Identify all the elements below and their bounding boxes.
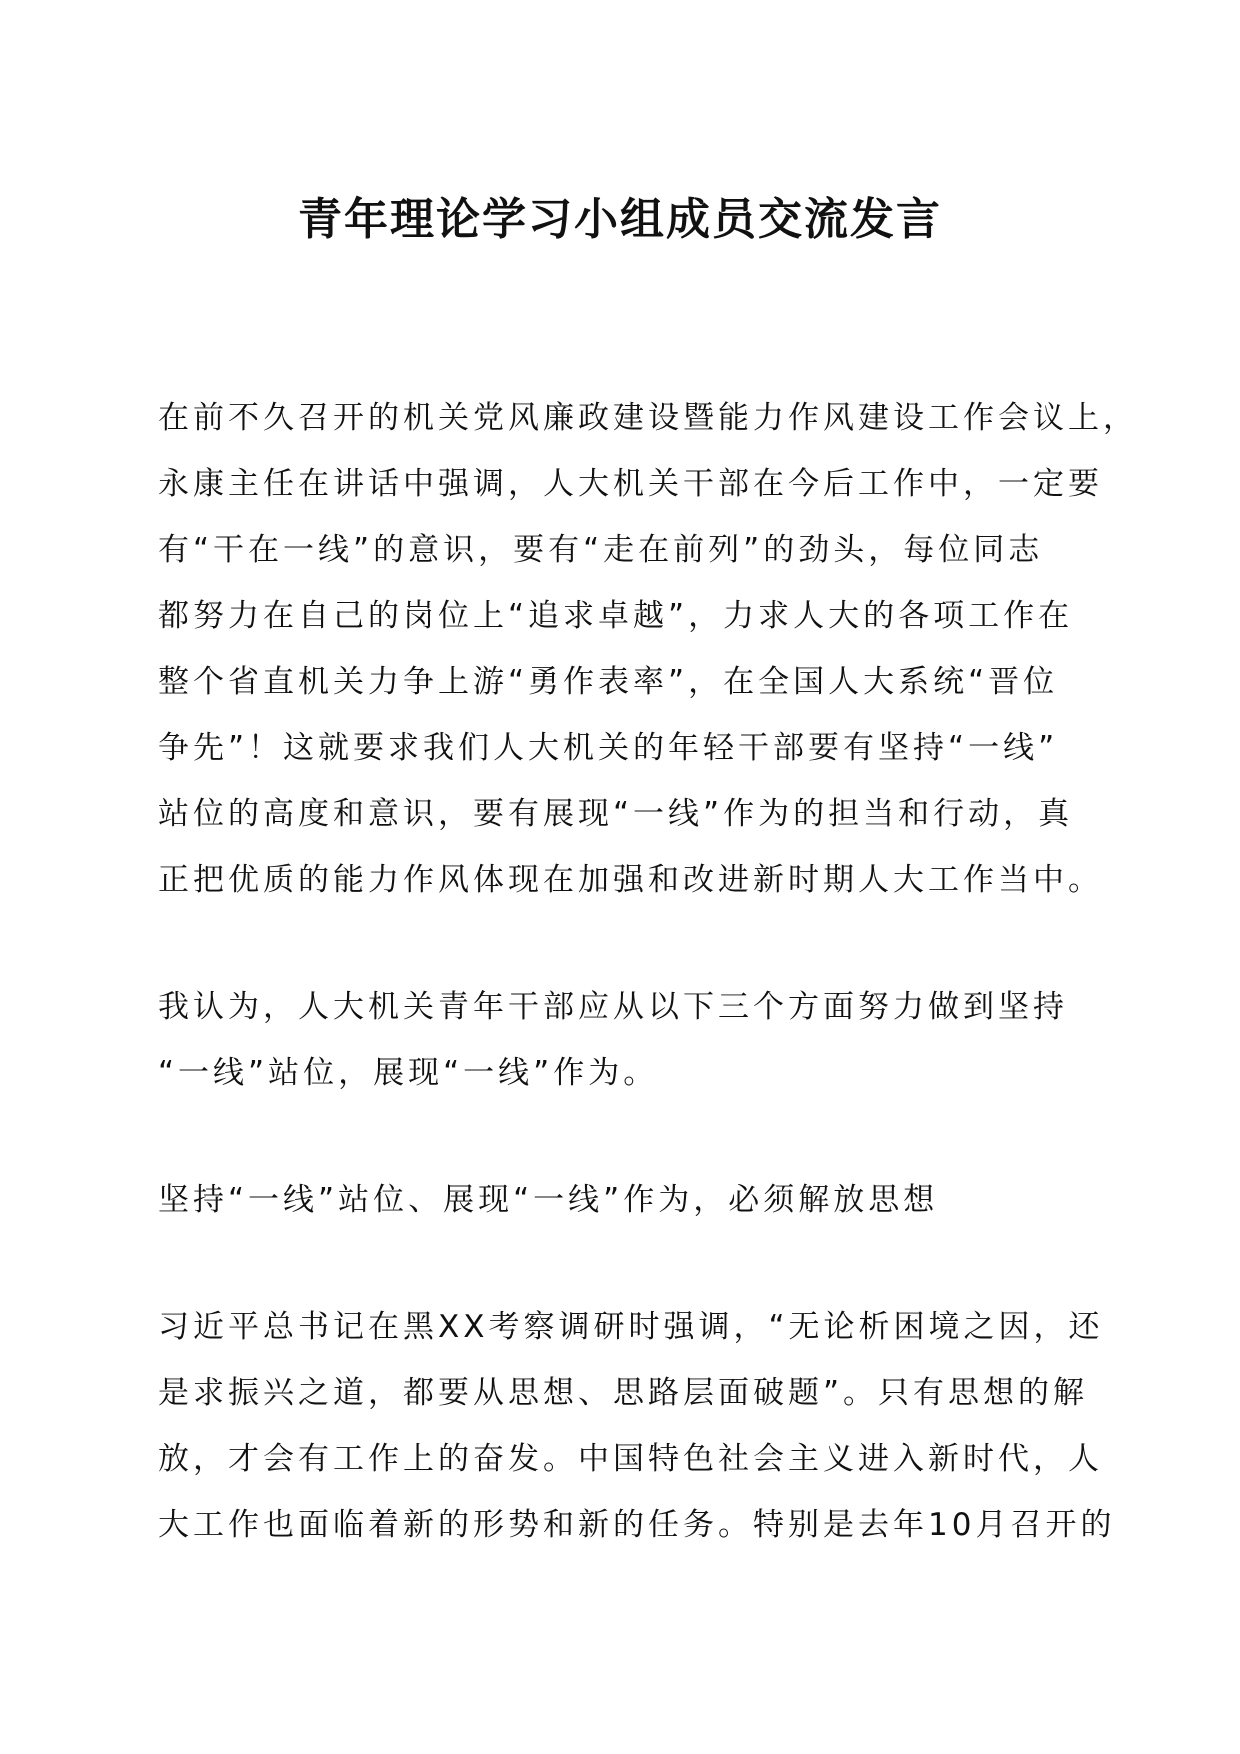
paragraph-section-body: [158, 1294, 1116, 1558]
paragraph-line: 争先”！这就要求我们人大机关的年轻干部要有坚持“一线”: [158, 730, 1059, 766]
paragraph-line: 正把优质的能力作风体现在加强和改进新时期人大工作当中。: [158, 862, 1103, 898]
paragraph-line: 大工作也面临着新的形势和新的任务。特别是去年10月召开的: [158, 1507, 1116, 1543]
paragraph-line: 在前不久召开的机关党风廉政建设暨能力作风建设工作会议上，: [158, 400, 1138, 436]
section-heading: [158, 1167, 1084, 1233]
paragraph-line: 站位的高度和意识，要有展现“一线”作为的担当和行动，真: [158, 796, 1074, 832]
paragraph-line: 习近平总书记在黑XX考察调研时强调，“无论析困境之因，还: [158, 1309, 1104, 1345]
paragraph-line: 放，才会有工作上的奋发。中国特色社会主义进入新时代，人: [158, 1441, 1103, 1477]
paragraph-line: 整个省直机关力争上游“勇作表率”，在全国人大系统“晋位: [158, 664, 1059, 700]
paragraph-opening: [158, 385, 1138, 913]
paragraph-line: 有“干在一线”的意识，要有“走在前列”的劲头，每位同志: [158, 532, 1044, 568]
paragraph-line: 是求振兴之道，都要从思想、思路层面破题”。只有思想的解: [158, 1375, 1089, 1411]
paragraph-viewpoint: [158, 974, 1084, 1106]
section-heading-text: 坚持“一线”站位、展现“一线”作为，必须解放思想: [158, 1182, 939, 1218]
document-title: 青年理论学习小组成员交流发言: [298, 194, 942, 245]
document-body: [158, 385, 1138, 1619]
paragraph-line: 都努力在自己的岗位上“追求卓越”，力求人大的各项工作在: [158, 598, 1074, 634]
paragraph-line: 我认为，人大机关青年干部应从以下三个方面努力做到坚持: [158, 989, 1068, 1025]
paragraph-line: “一线”站位，展现“一线”作为。: [158, 1055, 659, 1091]
paragraph-line: 永康主任在讲话中强调，人大机关干部在今后工作中，一定要: [158, 466, 1103, 502]
